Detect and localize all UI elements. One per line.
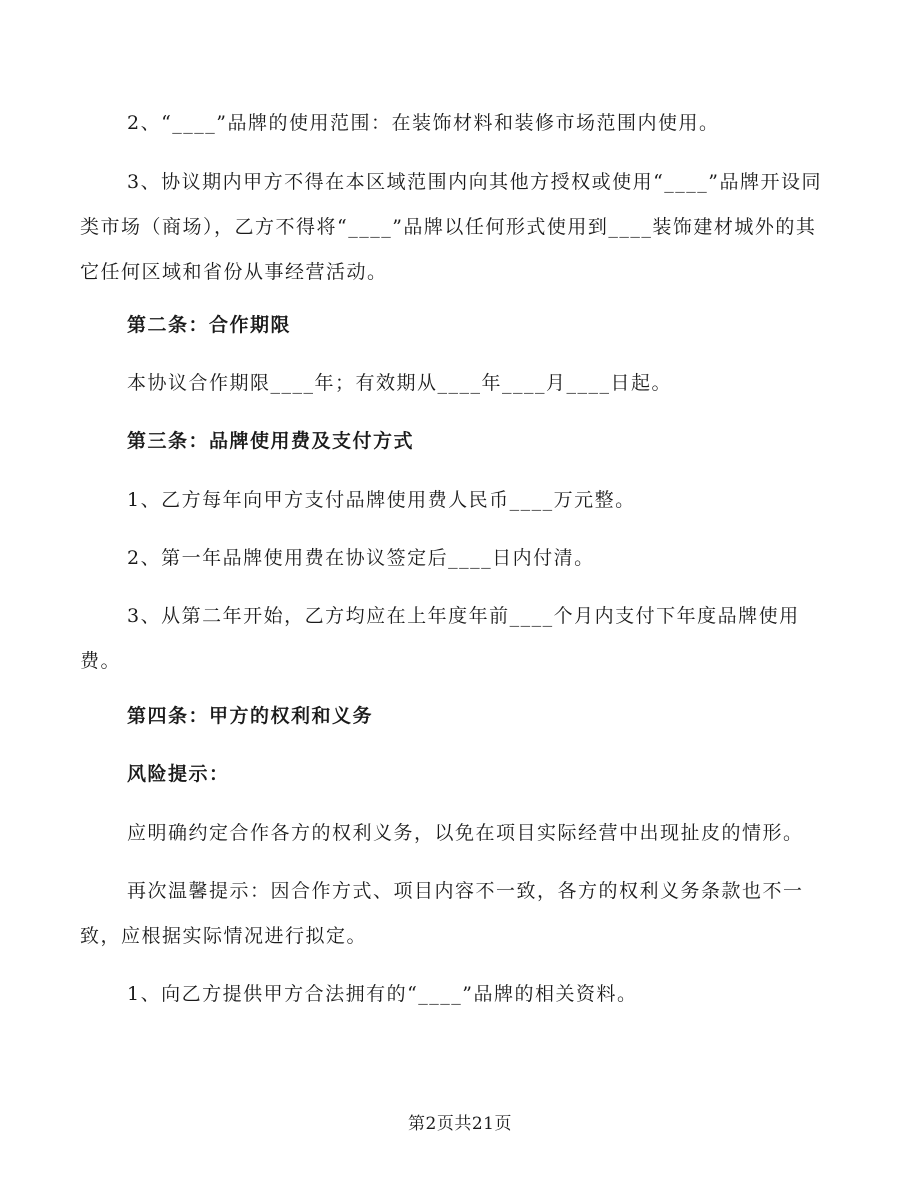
heading-brand-fee: 第三条：品牌使用费及支付方式 — [127, 430, 415, 452]
paragraph-provide-materials: 1、向乙方提供甲方合法拥有的“____”品牌的相关资料。 — [127, 983, 638, 1005]
paragraph-term-duration: 本协议合作期限____年；有效期从____年____月____日起。 — [127, 372, 673, 394]
paragraph-brand-scope: 2、“____”品牌的使用范围：在装饰材料和装修市场范围内使用。 — [127, 112, 720, 134]
paragraph-risk-detail: 应明确约定合作各方的权利义务，以免在项目实际经营中出现扯皮的情形。 — [127, 822, 804, 844]
paragraph-warm-reminder: 再次温馨提示：因合作方式、项目内容不一致，各方的权利义务条款也不一致，应根据实际情况进行拟定。 — [80, 880, 804, 947]
heading-cooperation-term: 第二条：合作期限 — [127, 314, 292, 336]
paragraph-first-year-fee: 2、第一年品牌使用费在协议签定后____日内付清。 — [127, 547, 595, 569]
paragraph-exclusivity: 3、协议期内甲方不得在本区域范围内向其他方授权或使用“____”品牌开设同类市场（商场），乙方不得将“____”品牌以任何形式使用到____装饰建材城外的其它任何区域和省份从事经营活动。 — [80, 171, 823, 283]
heading-risk-notice: 风险提示： — [127, 763, 230, 785]
page-number: 第2页共21页 — [408, 1114, 512, 1134]
paragraph-annual-fee: 1、乙方每年向甲方支付品牌使用费人民币____万元整。 — [127, 489, 636, 511]
paragraph-subsequent-fee: 3、从第二年开始，乙方均应在上年度年前____个月内支付下年度品牌使用费。 — [80, 605, 800, 672]
heading-party-a-rights: 第四条：甲方的权利和义务 — [127, 705, 374, 727]
